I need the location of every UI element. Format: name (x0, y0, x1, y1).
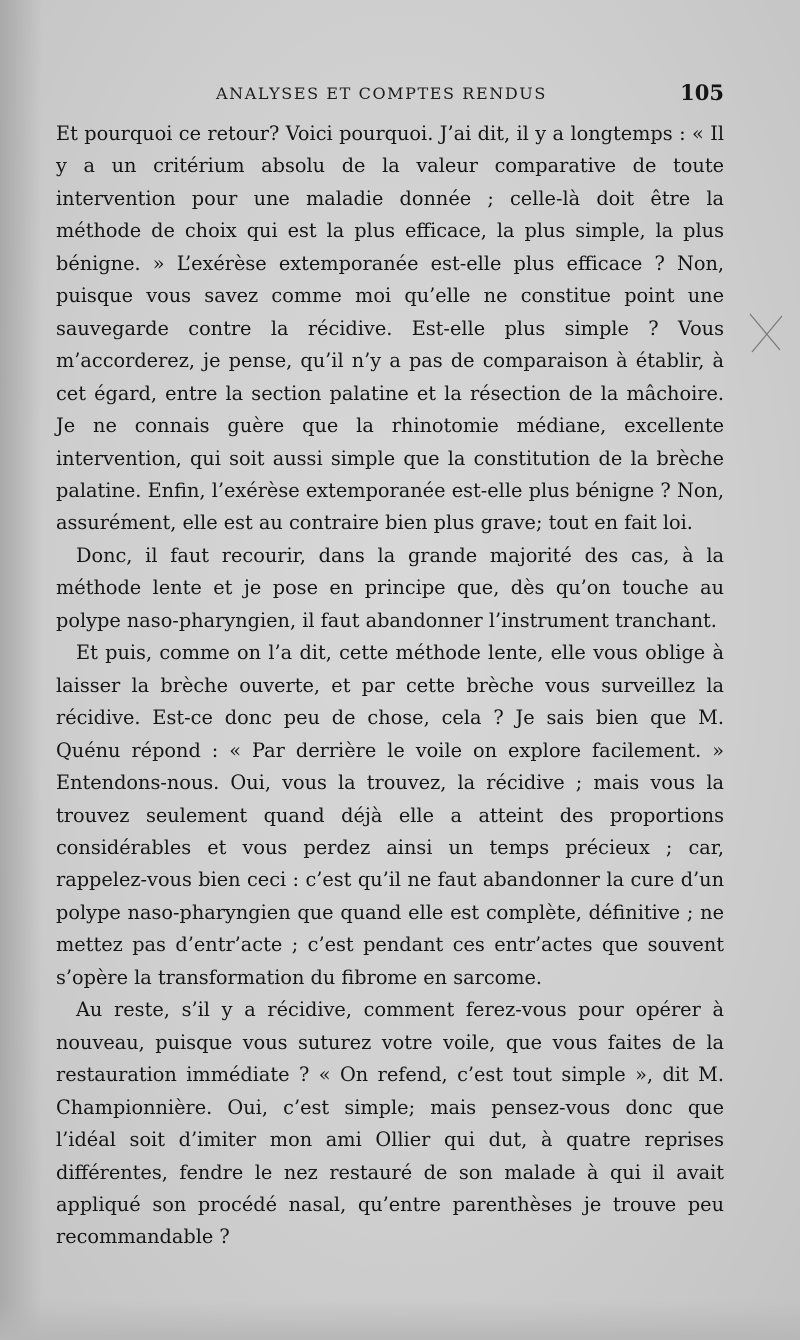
page-number: 105 (680, 80, 724, 105)
bottom-shadow (0, 1300, 800, 1340)
running-title: ANALYSES ET COMPTES RENDUS (216, 84, 547, 103)
paragraph-3: Et puis, comme on l’a dit, cette méthode lente, elle vous oblige à laisser la brèche ouverte, et par cette brèche vous surveillez la récidive. Est-ce donc peu de chose, cela ? Je sais bien que M. Quénu répond : « Par derrière le voile on explore facilement. » Entendons-nous. Oui, vous la trouvez, la récidive ; mais vous la trouvez seulement quand déjà elle a atteint des proportions considérables et vous perdez ainsi un temps précieux ; car, rappelez-vous bien ceci : c’est qu’il ne faut abandonner la cure d’un polype naso-pharyngien que quand elle est complète, définitive ; ne mettez pas d’entr’acte ; c’est pendant ces entr’actes que souvent s’opère la transformation du fibrome en sarcome. (56, 641, 724, 989)
page-header (56, 80, 724, 110)
paragraph-4: Au reste, s’il y a récidive, comment ferez-vous pour opérer à nouveau, puisque vous suturez votre voile, que vous faites de la restauration immédiate ? « On refend, c’est tout simple », dit M. Championnière. Oui, c’est simple; mais pensez-vous donc que l’idéal soit d’imiter mon ami Ollier qui dut, à quatre reprises différentes, fendre le nez restauré de son malade à qui il avait appliqué son procédé nasal, qu’entre parenthèses je trouve peu recommandable ? (56, 998, 724, 1249)
paragraph-1: Et pourquoi ce retour? Voici pourquoi. J’ai dit, il y a longtemps : « Il y a un critérium absolu de la valeur comparative de toute intervention pour une maladie donnée ; celle-là doit être la méthode de choix qui est la plus efficace, la plus simple, la plus bénigne. » L’exérèse extemporanée est-elle plus efficace ? Non, puisque vous savez comme moi qu’elle ne constitue point une sauvegarde contre la récidive. Est-elle plus simple ? Vous m’accorderez, je pense, qu’il n’y a pas de comparaison à établir, à cet égard, entre la section palatine et la résection de la mâchoire. Je ne connais guère que la rhinotomie médiane, excellente intervention, qui soit aussi simple que la constitution de la brèche palatine. Enfin, l’exérèse extemporanée est-elle plus bénigne ? Non, assurément, elle est au contraire bien plus grave; tout en fait loi. (56, 122, 724, 535)
gutter-shadow (0, 0, 42, 1340)
paragraph-2: Donc, il faut recourir, dans la grande majorité des cas, à la méthode lente et je pose en principe que, dès qu’on touche au polype naso-pharyngien, il faut abandonner l’instrument tranchant. (56, 543, 724, 632)
pencil-cross-mark-icon (746, 312, 786, 354)
body-text (56, 118, 724, 1254)
